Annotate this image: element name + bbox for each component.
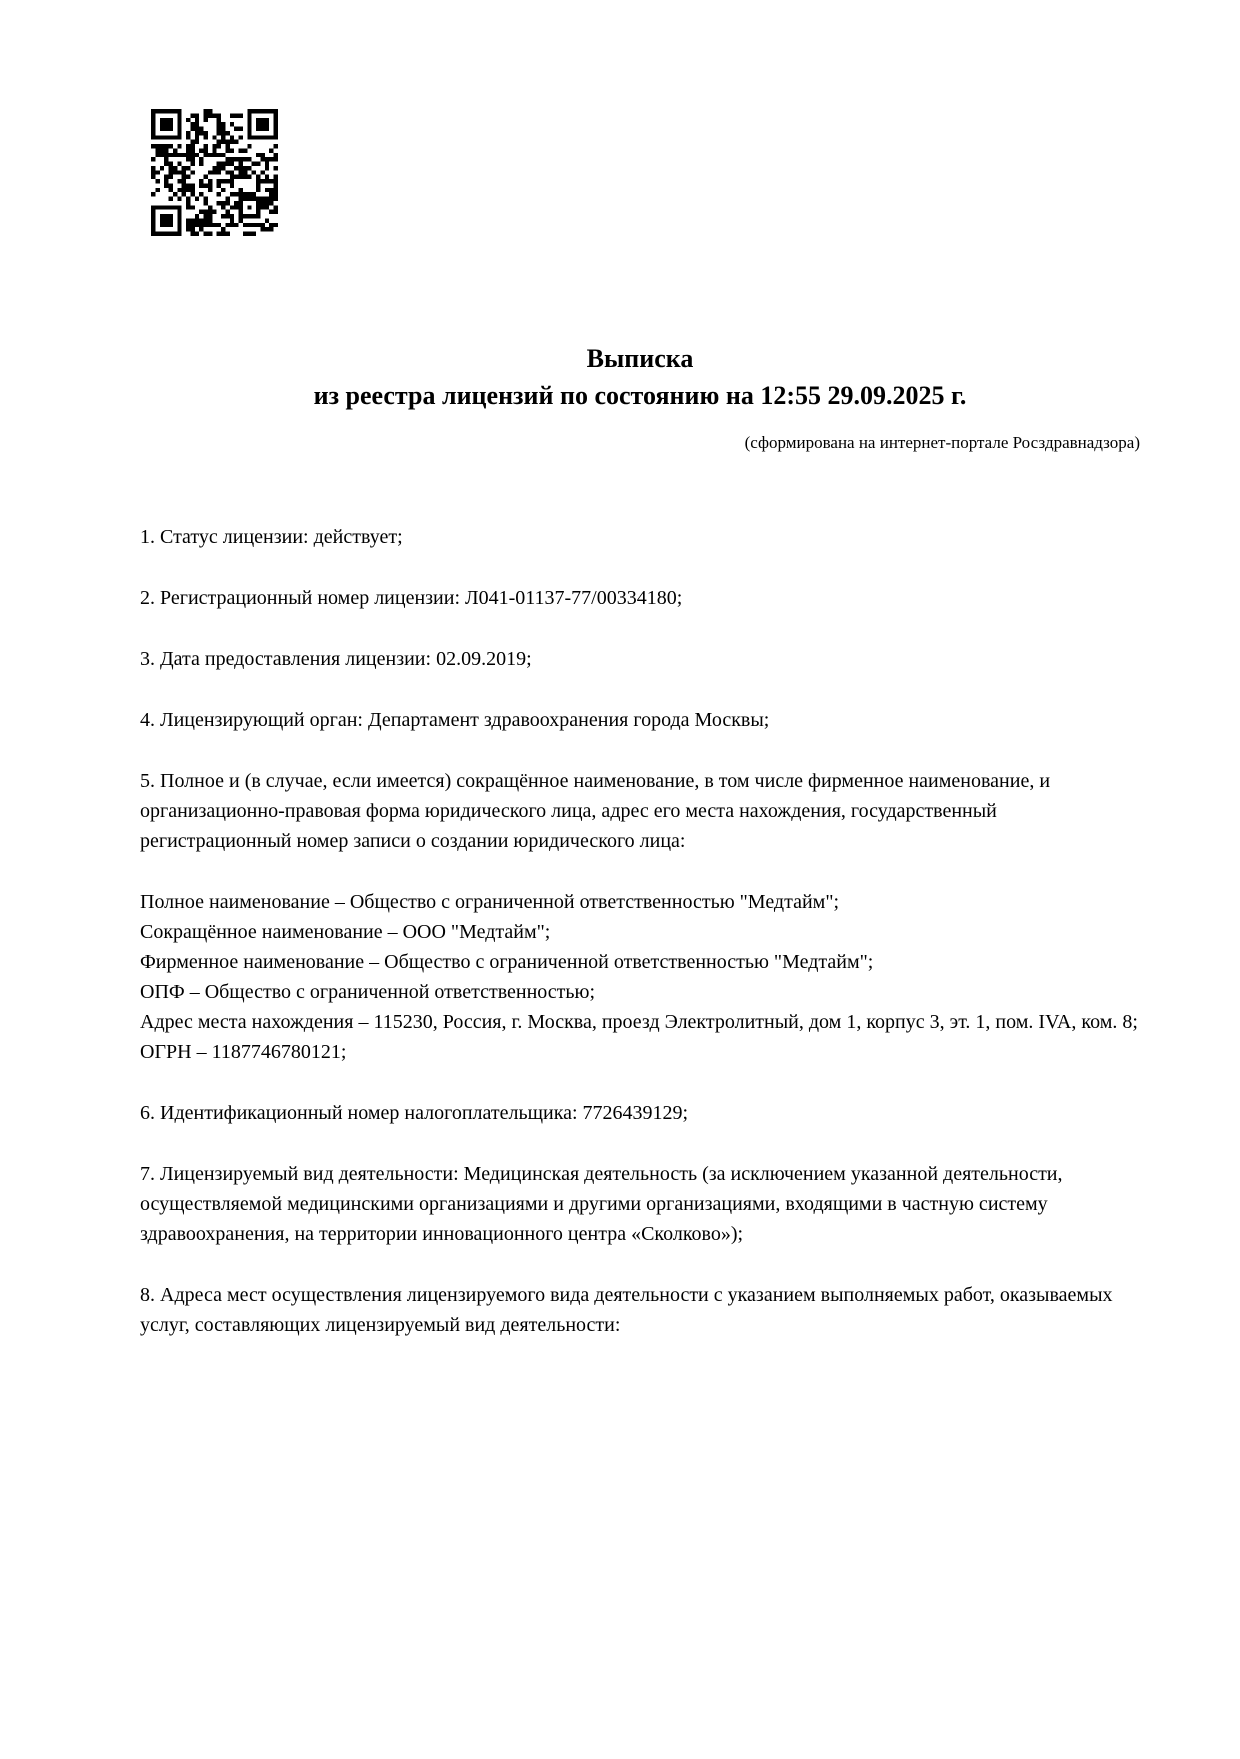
item-grant-date: 3. Дата предоставления лицензии: 02.09.2019; <box>140 648 532 670</box>
entity-details-block <box>140 887 1140 1067</box>
entity-opf: ОПФ – Общество с ограниченной ответственностью; <box>140 981 596 1003</box>
item-addresses-intro: 8. Адреса мест осуществления лицензируемого вида деятельности с указанием выполняемых работ, оказываемых услуг, составляющих лицензируемый вид деятельности: <box>140 1284 1113 1336</box>
entity-full-name: Полное наименование – Общество с ограниченной ответственностью "Медтайм"; <box>140 891 840 913</box>
entity-ogrn: ОГРН – 1187746780121; <box>140 1041 347 1063</box>
qr-code-icon <box>151 109 278 236</box>
title-line-2: из реестра лицензий по состоянию на 12:55 29.09.2025 г. <box>313 381 967 410</box>
document-page <box>0 109 1240 1759</box>
document-body <box>140 522 1140 1340</box>
item-entity-intro: 5. Полное и (в случае, если имеется) сокращённое наименование, в том числе фирменное наименование, и организационно-правовая форма юридического лица, адрес его места нахождения, государственный регистрационный номер записи о создании юридического лица: <box>140 770 1051 852</box>
title-line-1: Выписка <box>586 344 694 373</box>
entity-brand-name: Фирменное наименование – Общество с ограниченной ответственностью "Медтайм"; <box>140 951 874 973</box>
item-licensing-authority: 4. Лицензирующий орган: Департамент здравоохранения города Москвы; <box>140 709 770 731</box>
item-registration-number: 2. Регистрационный номер лицензии: Л041-01137-77/00334180; <box>140 587 683 609</box>
entity-short-name: Сокращённое наименование – ООО "Медтайм"; <box>140 921 551 943</box>
item-licensed-activity: 7. Лицензируемый вид деятельности: Медицинская деятельность (за исключением указанной деятельности, осуществляемой медицинскими организациями и другими организациями, входящими в частную систему здравоохранения, на территории инновационного центра «Сколково»); <box>140 1163 1063 1245</box>
qr-code-image <box>151 109 278 236</box>
item-license-status: 1. Статус лицензии: действует; <box>140 526 403 548</box>
document-title <box>140 340 1140 414</box>
entity-address: Адрес места нахождения – 115230, Россия, г. Москва, проезд Электролитный, дом 1, корпус 3, эт. 1, пом. IVA, ком. 8; <box>140 1011 1138 1033</box>
item-inn: 6. Идентификационный номер налогоплательщика: 7726439129; <box>140 1102 689 1124</box>
document-subtitle: (сформирована на интернет-портале Росздравнадзора) <box>744 433 1140 452</box>
